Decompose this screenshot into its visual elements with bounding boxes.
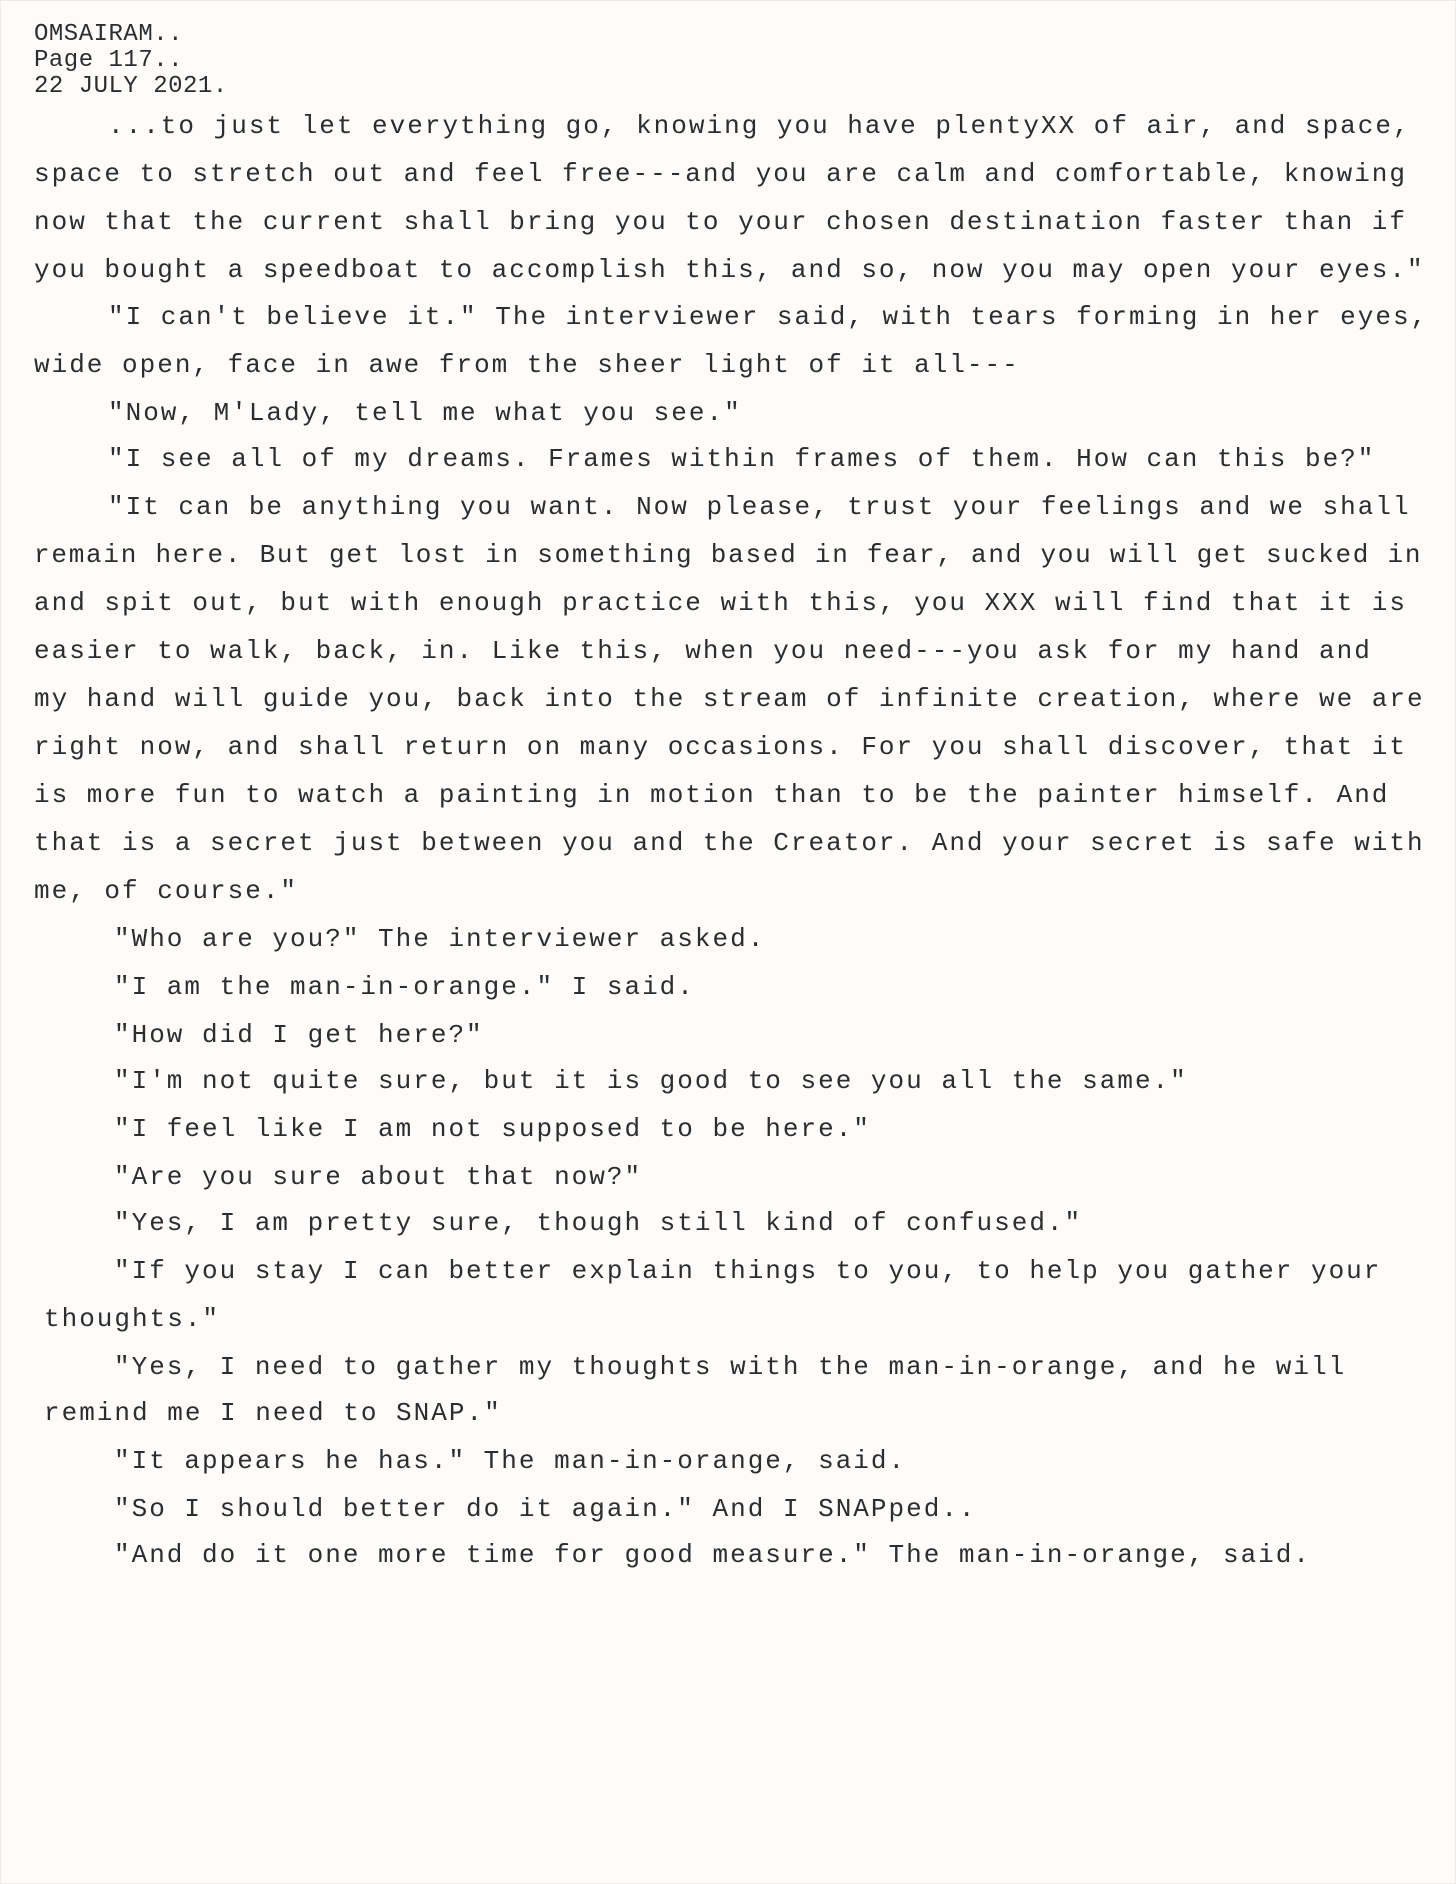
text-line: "I'm not quite sure, but it is good to see you all the same." [114, 1066, 1188, 1096]
header-title: OMSAIRAM.. [34, 21, 184, 48]
text-line: "Yes, I am pretty sure, though still kind of confused." [114, 1208, 1083, 1238]
text-line: "Now, M'Lady, tell me what you see." [108, 398, 742, 428]
text-line: "I am the man-in-orange." I said. [114, 972, 695, 1002]
text-line: remind me I need to SNAP." [44, 1398, 502, 1428]
text-line: "Are you sure about that now?" [114, 1162, 643, 1192]
text-line: easier to walk, back, in. Like this, when you need---you ask for my hand and [34, 636, 1372, 666]
text-line: wide open, face in awe from the sheer light of it all--- [34, 350, 1020, 380]
text-line: space to stretch out and feel free---and you are calm and comfortable, knowing [34, 159, 1407, 189]
text-line: "And do it one more time for good measure." The man-in-orange, said. [114, 1540, 1311, 1570]
text-line: right now, and shall return on many occasions. For you shall discover, that it [34, 732, 1407, 762]
text-line: "So I should better do it again." And I SNAPped.. [114, 1494, 977, 1524]
text-line: now that the current shall bring you to your chosen destination faster than if [34, 207, 1407, 237]
text-line: "If you stay I can better explain things to you, to help you gather your [114, 1256, 1382, 1286]
text-line: and spit out, but with enough practice with this, you XXX will find that it is [34, 588, 1407, 618]
text-line: "It appears he has." The man-in-orange, said. [114, 1446, 907, 1476]
text-line: "Yes, I need to gather my thoughts with the man-in-orange, and he will [114, 1352, 1347, 1382]
text-line: "I feel like I am not supposed to be here." [114, 1114, 871, 1144]
text-line: "It can be anything you want. Now please, trust your feelings and we shall [108, 492, 1411, 522]
text-line: thoughts." [44, 1304, 221, 1334]
text-line: is more fun to watch a painting in motion than to be the painter himself. And [34, 780, 1390, 810]
text-line: "How did I get here?" [114, 1020, 484, 1050]
text-line: me, of course." [34, 876, 299, 906]
text-line: ...to just let everything go, knowing you have plentyXX of air, and space, [108, 111, 1411, 141]
text-line: "Who are you?" The interviewer asked. [114, 924, 766, 954]
text-line: that is a secret just between you and the Creator. And your secret is safe with [34, 828, 1425, 858]
text-line: "I see all of my dreams. Frames within frames of them. How can this be?" [108, 444, 1376, 474]
text-line: my hand will guide you, back into the stream of infinite creation, where we are [34, 684, 1425, 714]
text-line: you bought a speedboat to accomplish this, and so, now you may open your eyes." [34, 255, 1425, 285]
text-line: "I can't believe it." The interviewer said, with tears forming in her eyes, [108, 302, 1429, 332]
text-line: remain here. But get lost in something based in fear, and you will get sucked in [34, 540, 1423, 570]
header-page-number: Page 117.. [34, 47, 184, 74]
header-date: 22 JULY 2021. [34, 73, 228, 100]
